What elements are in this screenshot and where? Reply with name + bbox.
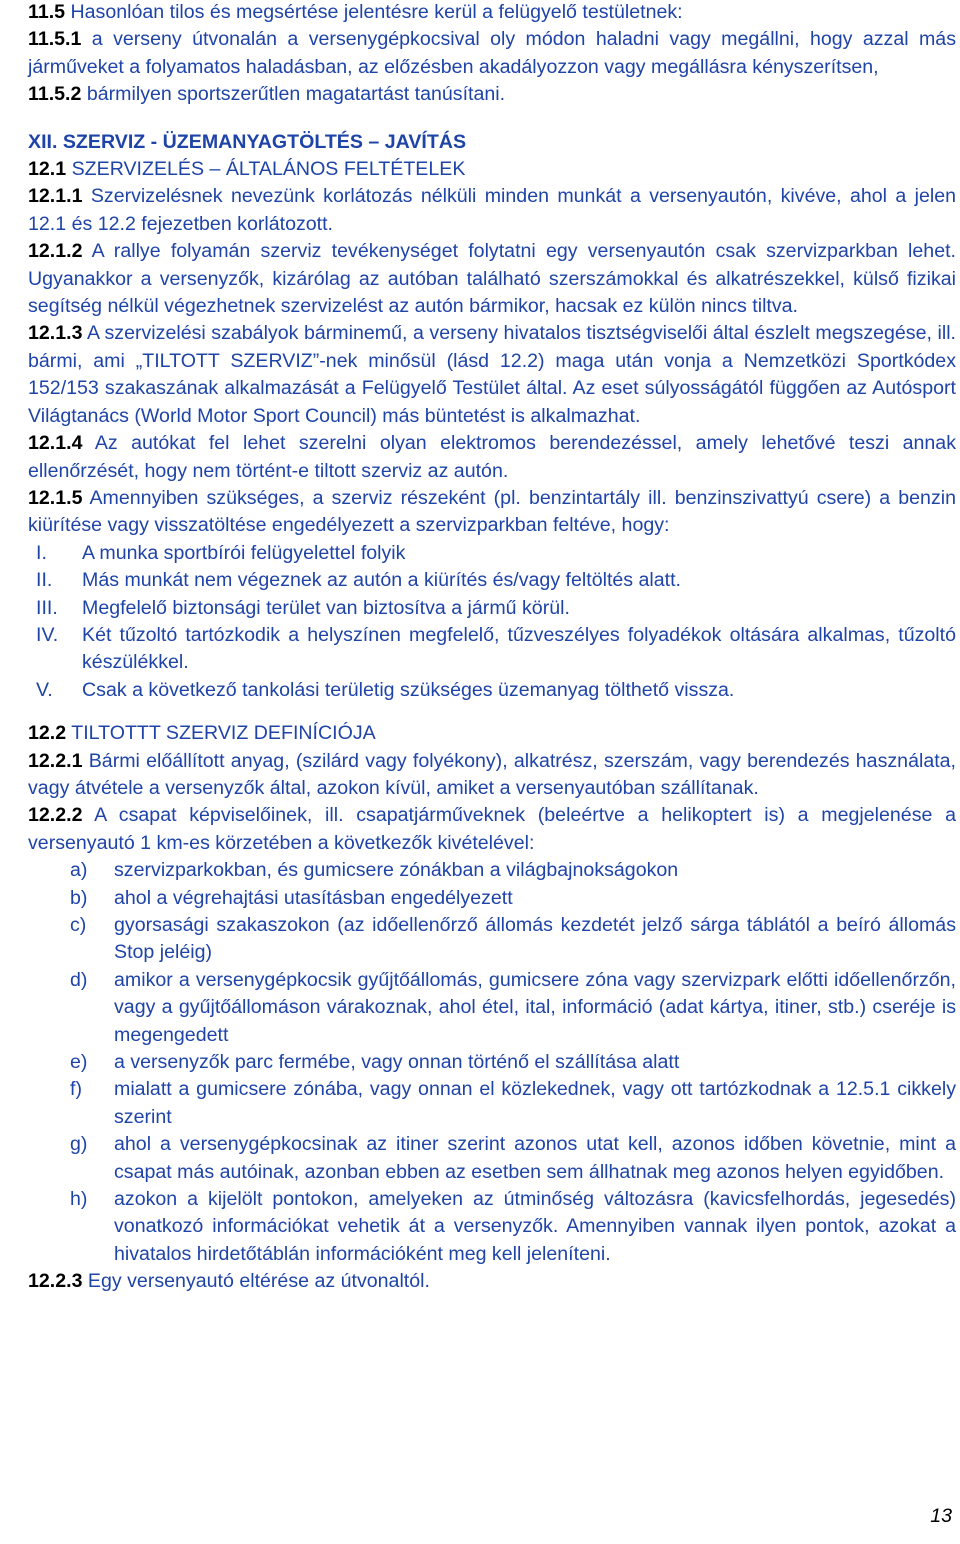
list-item: II. Más munkát nem végeznek az autón a kiürítés és/vagy feltöltés alatt.: [36, 569, 682, 592]
section-12-2-2: 12.2.2 A csapat képviselőinek, ill. csapatjárműveknek (beleértve a helikoptert is) a megjelenése a versenyautó 1 km-es körzetében a következők kivételével:: [28, 804, 956, 854]
chapter-title: XII. SZERVIZ - ÜZEMANYAGTÖLTÉS – JAVÍTÁS: [28, 130, 467, 153]
list-item: d) amikor a versenygépkocsik gyűjtőállomás, gumicsere zóna vagy szervizpark előtti időellenőrzőn, vagy a gyűjtőállomáson várakoznak, ahol étel, ital, információ (adat kártya, itiner, stb.) cseréje is megengedett: [70, 968, 956, 1046]
section-11-5: 11.5 Hasonlóan tilos és megsértése jelentésre kerül a felügyelő testületnek:: [28, 1, 683, 23]
list-item: e) a versenyzők parc fermébe, vagy onnan történő el szállítása alatt: [70, 1051, 680, 1074]
section-11-5-2: 11.5.2 bármilyen sportszerűtlen magatartást tanúsítani.: [28, 83, 506, 106]
list-item: V. Csak a következő tankolási területig szükséges üzemanyag tölthető vissza.: [36, 678, 735, 701]
document-page: [28, 0, 956, 1296]
section-12-1-5: 12.1.5 Amennyiben szükséges, a szerviz részeként (pl. benzintartály ill. benzinszivattyú csere) a benzin kiürítése vagy visszatöltése engedélyezett a szervizparkban feltéve, hogy:: [28, 486, 956, 537]
section-11-5-1: 11.5.1 a verseny útvonalán a versenygépkocsival oly módon haladni vagy megállni, hogy azzal más járműveket a folyamatos haladásban, az előzésben akadályozzon vagy megállásra kényszerítsen,: [28, 28, 956, 78]
section-12-1-4: 12.1.4 Az autókat fel lehet szerelni olyan elektromos berendezéssel, amely lehetővé teszi annak ellenőrzését, hogy nem történt-e tiltott szerviz az autón.: [28, 432, 956, 482]
list-item: h) azokon a kijelölt pontokon, amelyeken az útminőség változásra (kavicsfelhordás, jegesedés) vonatkozó információkat vehetik át a versenyzők. Amennyiben vannak ilyen pontok, azokat a hivatalos hirdetőtáblán információként meg kell jeleníteni.: [70, 1188, 956, 1265]
section-12-1-2: 12.1.2 A rallye folyamán szerviz tevékenységet folytatni egy versenyautón csak szervizparkban lehet. Ugyanakkor a versenyzők, kizárólag az autóban található szerszámokkal és alkatrészekkel, külső fizikai segítség nélkül végezhetnek szervizelést az autón bármikor, hacsak ez külön nincs tiltva.: [28, 240, 956, 318]
section-12-2-3: 12.2.3 Egy versenyautó eltérése az útvonaltól.: [28, 1270, 430, 1293]
section-12-1-1: 12.1.1 Szervizelésnek nevezünk korlátozás nélküli minden munkát a versenyautón, kivéve, ahol a jelen 12.1 és 12.2 fejezetben korlátozott.: [28, 185, 956, 235]
list-item: g) ahol a versenygépkocsinak az itiner szerint azonos utat kell, azonos időben követnie, mint a csapat más autóinak, azonban ebben az esetben sem állhatnak meg azonos helyen egyidőben.: [70, 1133, 956, 1183]
list-item: a) szervizparkokban, és gumicsere zónákban a világbajnokságokon: [70, 859, 679, 882]
list-item: b) ahol a végrehajtási utasításban engedélyezett: [70, 886, 513, 909]
section-12-2-1: 12.2.1 Bármi előállított anyag, (szilárd vagy folyékony), alkatrész, szerszám, vagy berendezés használata, vagy átvétele a versenyzők által, azokon kívül, amiket a versenyautóban szállítanak.: [28, 749, 956, 799]
roman-list: [28, 540, 956, 704]
list-item: IV. Két tűzoltó tartózkodik a helyszínen megfelelő, tűzveszélyes folyadékok oltására alkalmas, tűzoltó készülékkel.: [36, 623, 956, 674]
list-item: c) gyorsasági szakaszokon (az időellenőrző állomás kezdetét jelző sárga táblától a beíró állomás Stop jeléig): [70, 914, 956, 964]
alpha-list: [28, 857, 956, 1268]
list-item: I. A munka sportbírói felügyelettel folyik: [36, 541, 406, 564]
page-number: 13: [930, 1505, 952, 1527]
section-12-1: 12.1 SZERVIZELÉS – ÁLTALÁNOS FELTÉTELEK: [28, 158, 466, 181]
list-item: f) mialatt a gumicsere zónába, vagy onnan el közlekednek, vagy ott tartózkodnak a 12.5.1 cikkely szerint: [70, 1078, 956, 1128]
section-12-1-3: 12.1.3 A szervizelési szabályok bárminemű, a verseny hivatalos tisztségviselői által észlelt megszegése, ill. bármi, ami „TILTOTT SZERVIZ”-nek minősül (lásd 12.2) maga után vonja a Nemzetközi Sportkódex 152/153 szakaszának alkalmazását a Felügyelő Testület által. Az eset súlyosságától függően az Autósport Világtanács (World Motor Sport Council) más büntetést is alkalmazhat.: [28, 322, 956, 427]
section-12-2: 12.2 TILTOTTT SZERVIZ DEFINÍCIÓJA: [28, 722, 376, 745]
list-item: III. Megfelelő biztonsági terület van biztosítva a jármű körül.: [36, 596, 570, 619]
